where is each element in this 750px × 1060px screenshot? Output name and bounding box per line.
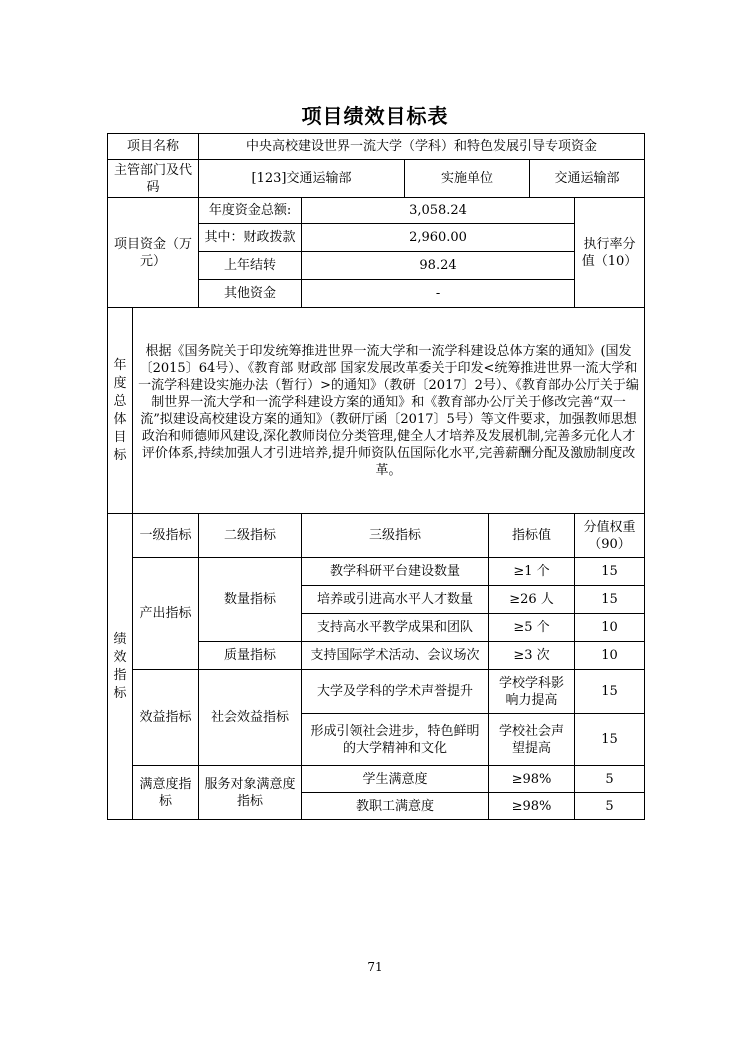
page-title: 项目绩效目标表 <box>301 104 449 128</box>
dept-label: 主管部门及代码 <box>108 160 199 198</box>
indicator-value: ≥3 次 <box>489 642 575 670</box>
funds-fiscal-value: 2,960.00 <box>302 224 575 252</box>
header-level2: 二级指标 <box>199 514 302 558</box>
indicator-section-label: 绩效指标 <box>108 514 133 820</box>
indicator-weight: 5 <box>575 766 645 793</box>
funds-total-value: 3,058.24 <box>302 198 575 224</box>
header-weight: 分值权重（90） <box>575 514 645 558</box>
indicator-name: 形成引领社会进步，特色鲜明的大学精神和文化 <box>302 714 489 766</box>
indicator-name: 支持高水平教学成果和团队 <box>302 614 489 642</box>
indicator-weight: 15 <box>575 558 645 586</box>
funds-total-label: 年度资金总额: <box>199 198 302 224</box>
indicator-weight: 10 <box>575 614 645 642</box>
overview-row <box>108 308 645 514</box>
header-level3: 三级指标 <box>302 514 489 558</box>
indicator-row <box>108 670 645 714</box>
dept-value: [123]交通运输部 <box>199 160 405 198</box>
output-indicator-label: 产出指标 <box>133 558 199 670</box>
social-benefit-label: 社会效益指标 <box>199 670 302 766</box>
funds-other-label: 其他资金 <box>199 280 302 308</box>
funds-carryover-value: 98.24 <box>302 252 575 280</box>
indicator-name: 大学及学科的学术声誉提升 <box>302 670 489 714</box>
indicator-row <box>108 558 645 586</box>
indicator-name: 支持国际学术活动、会议场次 <box>302 642 489 670</box>
indicator-name: 教学科研平台建设数量 <box>302 558 489 586</box>
funds-carryover-label: 上年结转 <box>199 252 302 280</box>
overview-label: 年度总体目标 <box>108 308 133 514</box>
indicator-value: 学校学科影响力提高 <box>489 670 575 714</box>
project-name-row <box>108 134 645 160</box>
quantity-indicator-label: 数量指标 <box>199 558 302 642</box>
indicator-row <box>108 766 645 793</box>
indicator-value: 学校社会声望提高 <box>489 714 575 766</box>
indicator-value: ≥98% <box>489 766 575 793</box>
service-satisfaction-label: 服务对象满意度指标 <box>199 766 302 820</box>
header-value: 指标值 <box>489 514 575 558</box>
indicator-name: 教职工满意度 <box>302 793 489 820</box>
indicator-weight: 15 <box>575 714 645 766</box>
indicator-value: ≥98% <box>489 793 575 820</box>
quality-indicator-label: 质量指标 <box>199 642 302 670</box>
performance-target-table <box>107 133 645 820</box>
indicator-weight: 5 <box>575 793 645 820</box>
funds-other-value: - <box>302 280 575 308</box>
header-level1: 一级指标 <box>133 514 199 558</box>
execution-rate-label: 执行率分值（10） <box>575 198 645 308</box>
indicator-name: 培养或引进高水平人才数量 <box>302 586 489 614</box>
funds-fiscal-label: 其中：财政拨款 <box>199 224 302 252</box>
project-name-label: 项目名称 <box>108 134 199 160</box>
unit-value: 交通运输部 <box>530 160 645 198</box>
indicator-weight: 15 <box>575 670 645 714</box>
indicator-value: ≥1 个 <box>489 558 575 586</box>
indicator-header-row <box>108 514 645 558</box>
overview-text: 根据《国务院关于印发统筹推进世界一流大学和一流学科建设总体方案的通知》(国发〔2015〕64号）、《教育部 财政部 国家发展改革委关于印发<统筹推进世界一流大学和一流学科建设实施办法（暂行）>的通知》（教研〔2017〕2号）、《教育部办公厅关于编制世界一流大学和一流学科建设方案的通知》和《教育部办公厅关于修改完善“双一流”拟建设高校建设方案的通知》（教研厅函〔2017〕5号）等文件要求，加强教师思想政治和师德师风建设,深化教师岗位分类管理,健全人才培养及发展机制,完善多元化人才评价体系,持续加强人才引进培养,提升师资队伍国际化水平,完善薪酬分配及激励制度改革。 <box>133 308 645 514</box>
indicator-name: 学生满意度 <box>302 766 489 793</box>
indicator-value: ≥26 人 <box>489 586 575 614</box>
dept-row <box>108 160 645 198</box>
indicator-weight: 10 <box>575 642 645 670</box>
funds-row-total <box>108 198 645 224</box>
indicator-weight: 15 <box>575 586 645 614</box>
funds-label: 项目资金（万元） <box>108 198 199 308</box>
indicator-value: ≥5 个 <box>489 614 575 642</box>
unit-label: 实施单位 <box>405 160 530 198</box>
project-name-value: 中央高校建设世界一流大学（学科）和特色发展引导专项资金 <box>199 134 645 160</box>
page-number: 71 <box>367 960 383 974</box>
satisfaction-indicator-label: 满意度指标 <box>133 766 199 820</box>
benefit-indicator-label: 效益指标 <box>133 670 199 766</box>
